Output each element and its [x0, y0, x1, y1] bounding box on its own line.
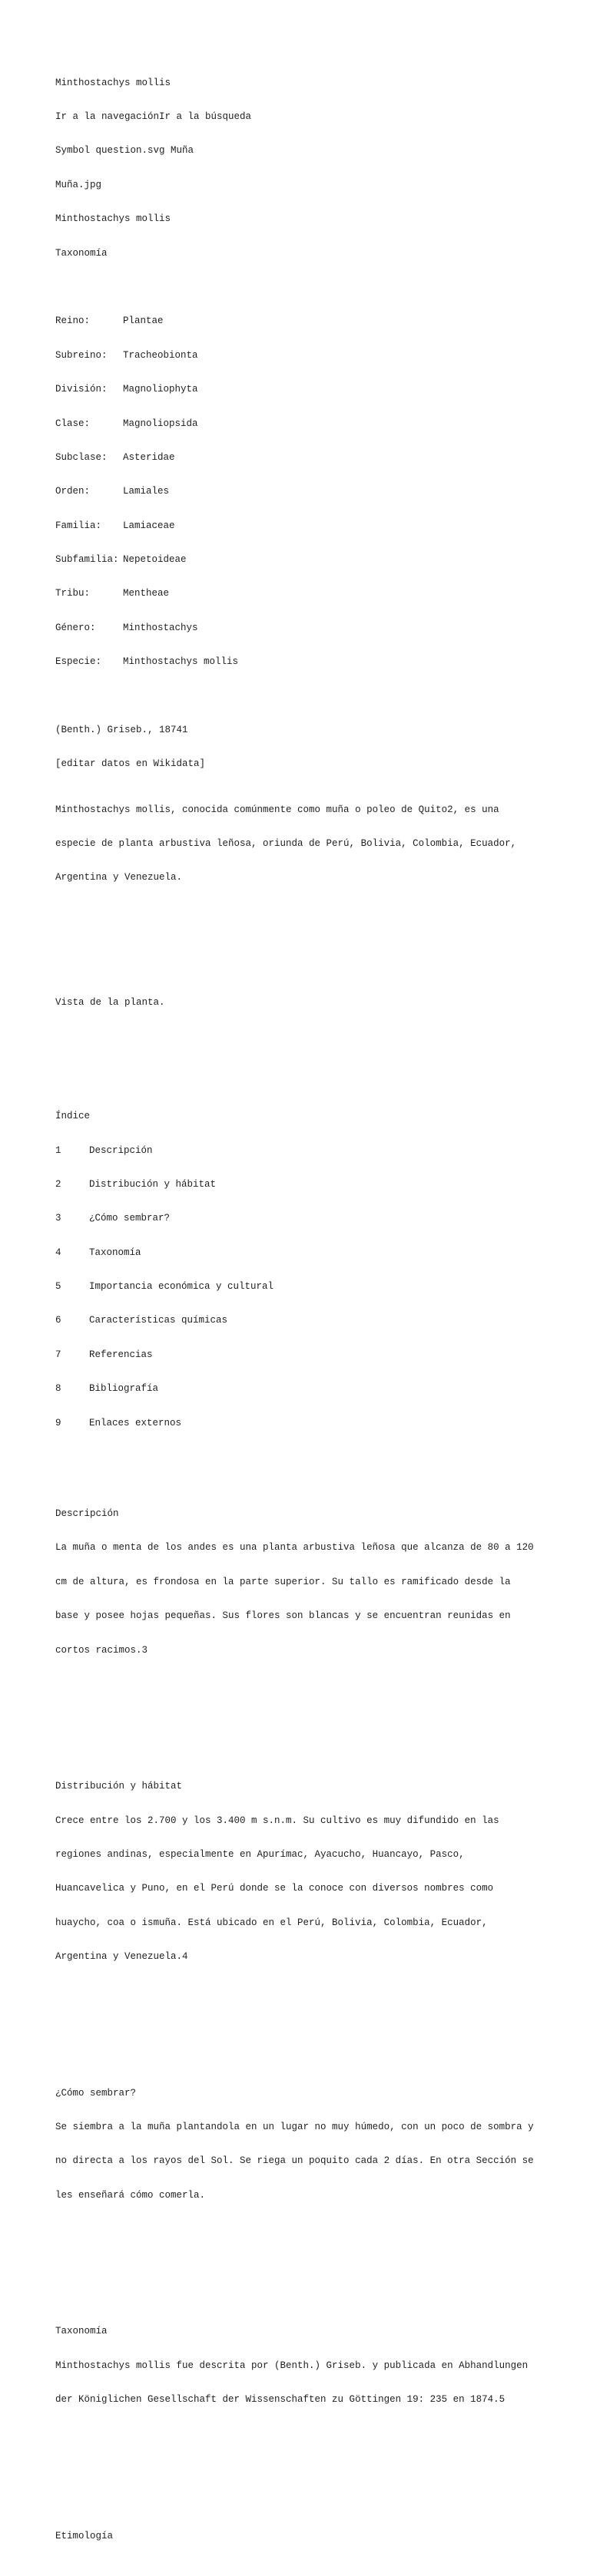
taxobox-value[interactable]: Minthostachys	[123, 622, 198, 633]
taxobox-key: Subreino:	[55, 349, 108, 361]
edit-wikidata-link[interactable]: [editar datos en Wikidata]	[55, 758, 206, 770]
section-etimologia	[55, 2508, 585, 2564]
section-heading: Etimología	[55, 2530, 114, 2541]
toc-label[interactable]: Características químicas	[89, 1315, 228, 1326]
taxobox-row	[55, 554, 585, 566]
toc-heading: Índice	[55, 1111, 91, 1122]
toc-number: 6	[55, 1315, 61, 1326]
taxobox-value[interactable]: Plantae	[123, 315, 164, 327]
paragraph-line: der Königlichen Gesellschaft der Wissenschaften zu Göttingen 19: 235 en 1874.5	[55, 2394, 505, 2406]
toc-number: 3	[55, 1213, 61, 1224]
taxobox-value[interactable]: Minthostachys mollis	[123, 656, 239, 668]
table-of-contents	[55, 1088, 585, 1452]
toc-label[interactable]: Bibliografía	[89, 1383, 159, 1395]
toc-label[interactable]: ¿Cómo sembrar?	[89, 1213, 171, 1224]
paragraph-line: les enseñará cómo comerla.	[55, 2189, 206, 2201]
taxobox-name: Minthostachys mollis	[55, 213, 171, 225]
taxobox-key: Especie:	[55, 656, 102, 668]
paragraph-line: Huancavelica y Puno, en el Perú donde se la conoce con diversos nombres como	[55, 1883, 494, 1894]
taxobox-value[interactable]: Magnoliophyta	[123, 384, 198, 395]
toc-number: 4	[55, 1247, 61, 1258]
spacer	[55, 1712, 585, 1724]
spacer	[55, 2258, 585, 2270]
taxobox-value[interactable]: Tracheobionta	[123, 349, 198, 361]
taxobox-row	[55, 588, 585, 599]
paragraph-line: base y posee hojas pequeñas. Sus flores son blancas y se encuentran reunidas en	[55, 1610, 511, 1622]
taxobox-key: Género:	[55, 622, 96, 633]
toc-number: 8	[55, 1383, 61, 1395]
section-sembrar	[55, 2065, 585, 2224]
toc-label[interactable]: Importancia económica y cultural	[89, 1281, 274, 1293]
taxobox-key: Orden:	[55, 486, 91, 497]
toc-item[interactable]	[55, 1179, 585, 1191]
toc-number: 2	[55, 1178, 61, 1190]
paragraph-line: no directa a los rayos del Sol. Se riega un poquito cada 2 días. En otra Sección se	[55, 2155, 534, 2167]
toc-item[interactable]	[55, 1418, 585, 1429]
paragraph-line: La muña o menta de los andes es una planta arbustiva leñosa que alcanza de 80 a 120	[55, 1542, 534, 1554]
taxobox-row	[55, 623, 585, 634]
taxobox-value[interactable]: Magnoliopsida	[123, 418, 198, 429]
symbol-file-link[interactable]: Symbol question.svg Muña	[55, 145, 194, 157]
taxobox-value[interactable]: Asteridae	[123, 451, 175, 463]
paragraph-line: Crece entre los 2.700 y los 3.400 m s.n.m. Su cultivo es muy difundido en las	[55, 1815, 499, 1826]
taxobox-value[interactable]: Lamiales	[123, 486, 170, 497]
spacer	[55, 918, 585, 930]
taxobox-row	[55, 452, 585, 464]
spacer	[55, 2462, 585, 2474]
toc-item[interactable]	[55, 1315, 585, 1326]
spacer	[55, 952, 585, 963]
document-body	[55, 54, 585, 2576]
section-heading: ¿Cómo sembrar?	[55, 2087, 137, 2099]
paragraph-line: cm de altura, es frondosa en la parte superior. Su tallo es ramificado desde la	[55, 1576, 511, 1587]
section-heading: Taxonomía	[55, 2326, 108, 2337]
taxobox-table	[55, 293, 585, 691]
toc-label[interactable]: Enlaces externos	[89, 1417, 182, 1428]
taxobox-heading: Taxonomía	[55, 247, 108, 259]
toc-item[interactable]	[55, 1383, 585, 1395]
toc-number: 1	[55, 1144, 61, 1156]
taxobox-value[interactable]: Nepetoideae	[123, 554, 187, 566]
taxobox-row	[55, 418, 585, 430]
taxobox-value[interactable]: Mentheae	[123, 588, 170, 599]
taxobox-row	[55, 486, 585, 497]
taxobox-row	[55, 656, 585, 668]
navigation-links[interactable]: Ir a la navegaciónIr a la búsqueda	[55, 111, 252, 122]
page-title: Minthostachys mollis	[55, 77, 171, 88]
taxobox-row	[55, 384, 585, 395]
toc-number: 7	[55, 1349, 61, 1360]
taxobox-key: Subfamilia:	[55, 554, 119, 566]
taxobox-row	[55, 350, 585, 362]
toc-item[interactable]	[55, 1281, 585, 1293]
taxobox-key: Familia:	[55, 520, 102, 531]
section-distribucion	[55, 1759, 585, 1986]
toc-number: 5	[55, 1281, 61, 1293]
paragraph-line: cortos racimos.3	[55, 1644, 148, 1656]
toc-number: 9	[55, 1417, 61, 1428]
taxobox-value[interactable]: Lamiaceae	[123, 520, 175, 531]
toc-label[interactable]: Referencias	[89, 1349, 153, 1360]
section-taxonomia	[55, 2304, 585, 2429]
paragraph-line: regiones andinas, especialmente en Apurímac, Ayacucho, Huancayo, Pasco,	[55, 1848, 465, 1860]
taxobox-row	[55, 315, 585, 327]
image-file-link[interactable]: Muña.jpg	[55, 179, 102, 190]
paragraph-line: huaycho, coa o ismuña. Está ubicado en el Perú, Bolivia, Colombia, Ecuador,	[55, 1917, 488, 1928]
section-heading: Descripción	[55, 1508, 119, 1519]
paragraph-line: Se siembra a la muña plantandola en un lugar no muy húmedo, con un poco de sombra y	[55, 2122, 534, 2133]
toc-label[interactable]: Descripción	[89, 1144, 153, 1156]
taxobox-key: Subclase:	[55, 451, 108, 463]
taxon-authority: (Benth.) Griseb., 18741	[55, 725, 188, 736]
toc-label[interactable]: Taxonomía	[89, 1247, 141, 1258]
section-descripcion	[55, 1485, 585, 1679]
toc-item[interactable]	[55, 1213, 585, 1224]
intro-line: especie de planta arbustiva leñosa, oriunda de Perú, Bolivia, Colombia, Ecuador,	[55, 837, 517, 849]
spacer	[55, 2020, 585, 2031]
taxobox-key: Clase:	[55, 418, 91, 429]
intro-line: Argentina y Venezuela.	[55, 872, 183, 883]
intro-line: Minthostachys mollis, conocida comúnmente como muña o poleo de Quito2, es una	[55, 804, 499, 815]
paragraph-line: Minthostachys mollis fue descrita por (Benth.) Griseb. y publicada en Abhandlungen	[55, 2360, 529, 2371]
taxobox-key: División:	[55, 384, 108, 395]
spacer	[55, 1042, 585, 1054]
taxobox-key: Reino:	[55, 315, 91, 327]
taxobox-key: Tribu:	[55, 588, 91, 599]
section-heading: Distribución y hábitat	[55, 1781, 183, 1792]
taxobox-row	[55, 520, 585, 532]
toc-item[interactable]	[55, 1247, 585, 1259]
paragraph-line: Argentina y Venezuela.4	[55, 1951, 188, 1963]
toc-label[interactable]: Distribución y hábitat	[89, 1178, 217, 1190]
toc-item[interactable]	[55, 1145, 585, 1157]
image-caption: Vista de la planta.	[55, 997, 165, 1009]
toc-item[interactable]	[55, 1349, 585, 1361]
